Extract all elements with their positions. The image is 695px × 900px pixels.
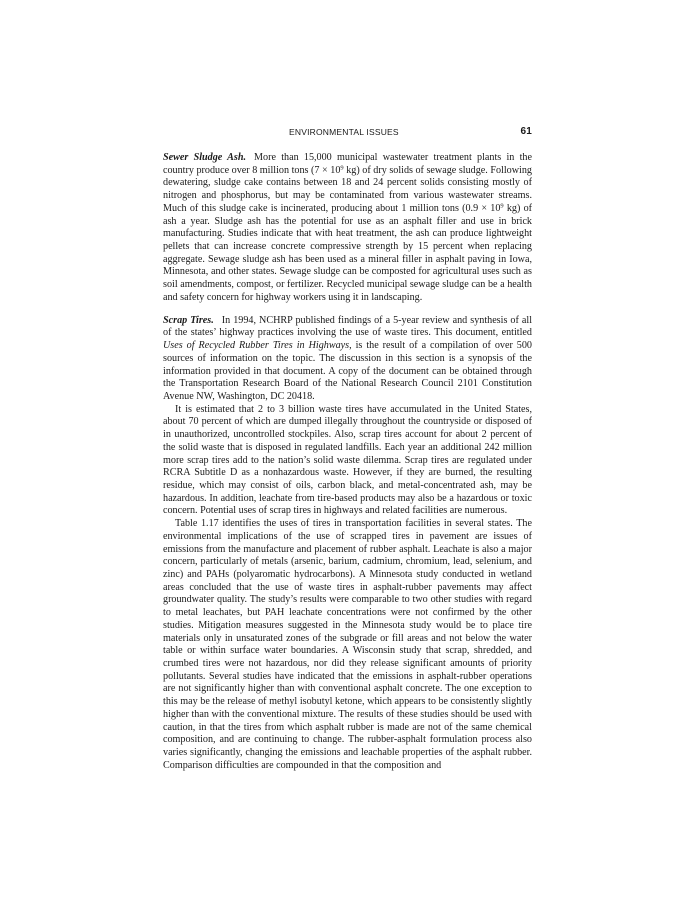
paragraph [163,315,532,404]
paragraph: Table 1.17 identifies the uses of tires in transportation facilities in several states. The environmental implications of the use of scrapped tires in pavement are issues of emissions from the manufacture and placement of rubber asphalt. Leachate is also a major concern, particularly of metals (arsenic, barium, cadmium, chromium, lead, selenium, and zinc) and PAHs (polyaromatic hydrocarbons). A Minnesota study conducted in wetland areas concluded that the use of waste tires in asphalt-rubber pavements may affect groundwater quality. The study’s results were comparable to two other studies with regard to metal leachates, but PAH leachate concentrations were not confirmed by the other studies. Mitigation measures suggested in the Minnesota study would be to place tire materials only in unsaturated zones of the subgrade or fill areas and not below the water table or within surface water boundaries. A Wisconsin study that scrap, shredded, and crumbed tires were not hazardous, nor did they release significant amounts of priority pollutants. Several studies have indicated that the emissions in asphalt-rubber operations are not significantly higher than with conventional asphalt concrete. The one exception to this may be the release of methyl isobutyl ketone, which appears to be consistently slightly higher than with the conventional mixture. The results of these studies should be used with caution, in that the tires from which asphalt rubber is made are not of the same chemical composition, and are continuing to change. The rubber-asphalt formulation process also varies significantly, changing the emissions and leachable properties of the asphalt rubber. Comparison difficulties are compounded in that the composition and [163,518,532,771]
book-page [163,124,532,773]
paragraph-text: In 1994, NCHRP published findings of a 5-year review and synthesis of all of the states’ highway practices involving the use of waste tires. This document, entitled [163,314,533,339]
paragraph-text: is the result of a compilation of over 500 sources of information on the topic. The discussion in this section is a synopsis of the information provided in that document. A copy of the document can be obtained through the Transportation Research Board of the National Research Council 2101 Constitution Avenue NW, Washington, DC 20418. [163,340,532,402]
paragraph: It is estimated that 2 to 3 billion waste tires have accumulated in the United States, about 70 percent of which are dumped illegally throughout the countryside or disposed of in unauthorized, uncontrolled stockpiles. Also, scrap tires account for about 2 percent of the solid waste that is disposed in regulated landfills. Each year an additional 242 million more scrap tires add to the nation’s solid waste dilemma. Scrap tires are regulated under RCRA Subtitle D as a nonhazardous waste. However, if they are burned, the resulting residue, which may consist of oils, carbon black, and metal-concentrated ash, may be hazardous. In addition, leachate from tire-based products may also be a hazardous or toxic concern. Potential uses of scrap tires in highways and related facilities are numerous. [163,403,532,517]
paragraph-text: kg) of dry solids of sewage sludge. Following dewatering, sludge cake contains between 18 and 24 percent solids consisting mostly of nitrogen and phosphorus, but may be contaminated from various wastewater streams. Much of this sludge cake is incinerated, producing about 1 million tons (0.9 × 10 [163,164,532,214]
running-title: ENVIRONMENTAL ISSUES [289,127,399,137]
section-sewer-sludge-ash [163,152,532,305]
document-title: Uses of Recycled Rubber Tires in Highways, [163,340,352,352]
paragraph-text: kg) of ash a year. Sludge ash has the potential for use as an asphalt filler and use in brick manufacturing. Studies indicate that with heat treatment, the ash can produce lightweight pellets that can increase concrete compressive strength by 15 percent when replacing aggregate. Sewage sludge ash has been used as a mineral filler in asphalt paving in Iowa, Minnesota, and other states. Sewage sludge can be composted for agricultural uses such as soil amendments, compost, or fertilizer. Recycled municipal sewage sludge can be a health and safety concern for highway workers using it in landscaping. [163,202,532,303]
section-heading: Scrap Tires. [163,314,214,326]
running-head [163,124,532,140]
paragraph-text: More than 15,000 municipal wastewater treatment plants in the country produce over 8 million tons (7 × 10 [163,152,532,176]
paragraph [163,152,532,305]
superscript: 9 [340,164,344,172]
section-scrap-tires [163,315,532,773]
section-heading: Sewer Sludge Ash. [163,152,247,163]
page-number: 61 [520,126,532,137]
superscript: 9 [500,202,504,210]
